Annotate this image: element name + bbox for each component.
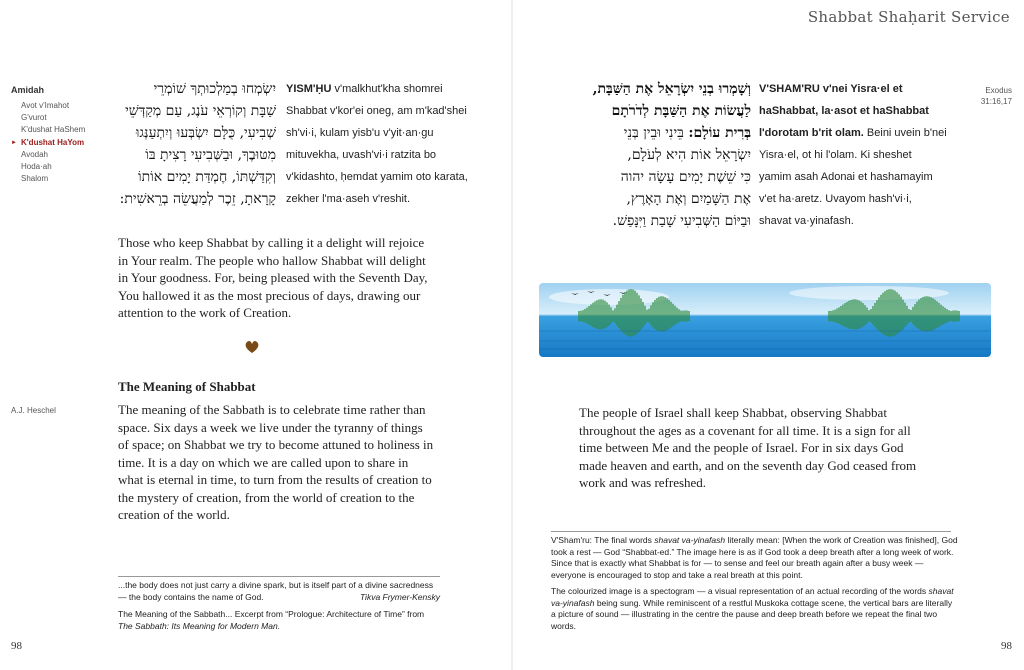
note-vshamru [551, 535, 959, 581]
page-header-title: Shabbat Shaḥarit Service [807, 8, 1010, 26]
sidebar-item-avodah[interactable]: Avodah [21, 149, 48, 159]
note-spectrogram-a: The colourized image is a spectogram — a visual representation of an actual recording of the words [551, 586, 929, 596]
left-page [0, 0, 511, 670]
footnote-rule [118, 576, 440, 577]
transliteration-text [286, 78, 508, 210]
sidebar-item-avot[interactable]: Avot v'Imahot [21, 101, 70, 110]
essay-paragraph: The meaning of the Sabbath is to celebrate time rather than space. Six days a week we live under the tyranny of things of space; on Shabbat we try to become attuned to holiness in time. It is a day on which we are called upon to share in what is eternal in time, to turn from the results of creation to the mystery of creation, from the world of creation to the creation of the world. [118, 402, 434, 522]
footnote-source-title: The Sabbath: Its Meaning for Modern Man. [118, 620, 281, 631]
footnote-quote-text: ...the body does not just carry a divine spark, but is itself part of a divine sacredness — the body contains the name of God. [118, 580, 434, 602]
vshamru-translation: The people of Israel shall keep Shabbat, observing Shabbat throughout the ages as a covenant for all time. It is a sign for all time between Me and the people of Israel. For in six days God made heaven and earth, and on the seventh day God ceased from work and was refreshed. [579, 405, 917, 490]
hebrew-vshamru-body: בֵּינִי וּבֵין בְּנֵי יִשְׂרָאֵל אוֹת הִיא לְעֹלָם, כִּי שֵׁשֶׁת יָמִים עָשָׂה יהוה אֶת הַשָּׁמַיִם וְאֶת הָאָרֶץ, וּבַיּוֹם הַשְּׁבִיעִי שָׁבַת וַיִּנָּפַשׁ. [612, 125, 751, 229]
notes-rule [551, 531, 951, 532]
note-spectrogram-b: being sung. While reminiscent of a restful Muskoka cottage scene, the vertical bars are literally a picture of sound — illustrating in the centre the pause and deep breath before we repeat the final two words. [551, 597, 953, 631]
footnote-quote-attribution: Tikva Frymer-Kensky [359, 591, 440, 602]
sidebar-item-kdushat-hashem[interactable]: K'dushat HaShem [21, 125, 86, 135]
hebrew-prayer-text: יִשְׂמְחוּ בְמַלְכוּתְךָ שׁוֹמְרֵי שַׁבָּת וְקוֹרְאֵי עֹנֶג, עַם מְקַדְּשֵׁי שְׁבִיעִי, כֻּלָּם יִשְׂבְּעוּ וְיִתְעַנְּגוּ מִטּוּבֶךָ, וּבַשְּׁבִיעִי רָצִיתָ בּוֹ וְקִדַּשְׁתּוֹ, חֶמְדַּת יָמִים אוֹתוֹ קָרָאתָ, זֵכֶר לְמַעֲשֵׂה בְרֵאשִׁית: [119, 81, 276, 207]
note-spectrogram [551, 586, 959, 632]
footnote-source [118, 609, 440, 632]
note-vshamru-italic: shavat va-yinafash [654, 535, 726, 545]
sidebar-nav [11, 100, 85, 185]
note-spectrogram-italic: shavat va-yinafash [551, 586, 954, 608]
spectrogram-image [539, 283, 991, 357]
sidebar-heading: Amidah [11, 85, 45, 95]
note-vshamru-a: V'Sham'ru: The final words [551, 535, 655, 545]
sidebar-item-gvurot[interactable]: G'vurot [21, 113, 47, 123]
transliteration-lead: YISM'ḤU [286, 83, 332, 95]
transliteration-body: v'malkhut'kha shomrei Shabbat v'kor'ei oneg, am m'kad'shei sh'vi·i, kulam yisb'u v'yit·an·gu mituvekha, uvash'vi·i ratzita bo v'kidashto, ḥemdat yamim oto karata, zekher l'ma·aseh v'reshit. [286, 83, 468, 205]
leaf-ornament-icon [244, 340, 260, 354]
section-title: The Meaning of Shabbat [118, 379, 256, 394]
page-number-left: 98 [11, 640, 22, 652]
note-vshamru-b: literally mean: [When the work of Creation was finished], God took a rest — God “Shabbat-ed.” The image here is as if God took a deep breath after a long week of work. Since that is exactly what Shabbat is for — to sense and feel our breath again after a busy week — everyone is encouraged to stop and take a real breath at this point. [551, 535, 958, 580]
right-page [513, 0, 1024, 670]
hebrew-vshamru-lead: וְשָׁמְרוּ בְנֵי יִשְׂרָאֵל אֶת הַשַּׁבָּת, לַעֲשׂוֹת אֶת הַשַּׁבָּת לְדֹרֹתָם בְּרִית עוֹלָם: [592, 81, 751, 141]
hebrew-vshamru-text [581, 78, 751, 232]
sidebar-item-hodaah[interactable]: Hoda·ah [21, 162, 52, 172]
sidebar-item-shalom[interactable]: Shalom [21, 174, 49, 184]
scripture-source: Exodus 31:16,17 [980, 86, 1012, 106]
footnote-quote [118, 580, 440, 603]
vshamru-transliteration-lead: V'SHAM'RU v'nei Yisra·el et haShabbat, la·asot et haShabbat l'dorotam b'rit olam. [759, 83, 929, 139]
translation-paragraph: Those who keep Shabbat by calling it a delight will rejoice in Your realm. The people who hallow Shabbat will delight in Your goodness. For, being pleased with the Seventh Day, You hallowed it as the most precious of days, drawing our attention to the work of Creation. [118, 235, 428, 320]
page-number-right: 98 [1001, 640, 1012, 652]
vshamru-transliteration [759, 78, 981, 232]
vshamru-transliteration-body: Beini uvein b'nei Yisra·el, ot hi l'olam. Ki sheshet yamim asah Adonai et hashamayim v'et ha·aretz. Uvayom hash'vi·i, shavat va·yinafash. [759, 127, 947, 227]
footnote-source-text: The Meaning of the Sabbath... Excerpt from “Prologue: Architecture of Time” from [118, 609, 425, 619]
author-attribution: A.J. Heschel [11, 406, 56, 415]
sidebar-item-kdushat-hayom[interactable]: ► K'dushat HaYom [11, 137, 85, 149]
